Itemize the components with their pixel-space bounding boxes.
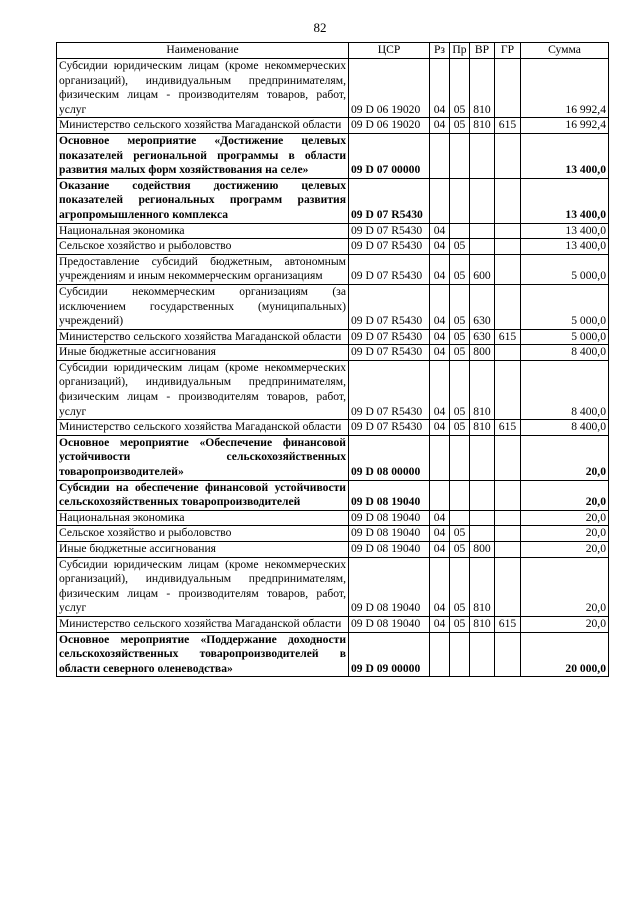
cell-pr: 05 xyxy=(450,329,470,345)
cell-name: Министерство сельского хозяйства Магаданской области xyxy=(57,616,349,632)
cell-rz: 04 xyxy=(430,254,450,284)
cell-pr: 05 xyxy=(450,360,470,419)
cell-gr xyxy=(495,239,521,255)
cell-pr xyxy=(450,223,470,239)
cell-name: Основное мероприятие «Поддержание доходности сельскохозяйственных товаропроизводителей в области северного оленеводства» xyxy=(57,632,349,677)
cell-vr xyxy=(470,178,495,223)
cell-sum: 5 000,0 xyxy=(521,254,609,284)
cell-csr: 09 D 09 00000 xyxy=(349,632,430,677)
cell-csr: 09 D 07 R5430 xyxy=(349,360,430,419)
table-row xyxy=(57,616,609,632)
cell-vr xyxy=(470,510,495,526)
cell-pr: 05 xyxy=(450,345,470,361)
header-csr: ЦСР xyxy=(349,43,430,59)
table-row xyxy=(57,239,609,255)
cell-sum: 20,0 xyxy=(521,435,609,480)
cell-name: Иные бюджетные ассигнования xyxy=(57,345,349,361)
table-row xyxy=(57,435,609,480)
cell-pr xyxy=(450,133,470,178)
cell-csr: 09 D 08 19040 xyxy=(349,510,430,526)
cell-vr xyxy=(470,480,495,510)
cell-sum: 20,0 xyxy=(521,542,609,558)
cell-sum: 16 992,4 xyxy=(521,59,609,118)
cell-csr: 09 D 07 R5430 xyxy=(349,284,430,329)
cell-sum: 8 400,0 xyxy=(521,345,609,361)
cell-sum: 5 000,0 xyxy=(521,329,609,345)
page-number: 82 xyxy=(313,20,327,35)
cell-gr xyxy=(495,526,521,542)
budget-table xyxy=(56,42,609,677)
cell-vr: 810 xyxy=(470,557,495,616)
cell-pr: 05 xyxy=(450,59,470,118)
cell-rz xyxy=(430,480,450,510)
cell-name: Субсидии юридическим лицам (кроме некоммерческих организаций), индивидуальным предпринимателям, физическим лицам - производителям товаров, работ, услуг xyxy=(57,557,349,616)
cell-csr: 09 D 08 19040 xyxy=(349,542,430,558)
cell-rz: 04 xyxy=(430,360,450,419)
cell-vr: 810 xyxy=(470,360,495,419)
cell-sum: 8 400,0 xyxy=(521,420,609,436)
table-row xyxy=(57,480,609,510)
cell-pr xyxy=(450,435,470,480)
cell-pr: 05 xyxy=(450,616,470,632)
cell-rz: 04 xyxy=(430,420,450,436)
cell-rz: 04 xyxy=(430,239,450,255)
cell-name: Субсидии некоммерческим организациям (за исключением государственных (муниципальных) учреждений) xyxy=(57,284,349,329)
table-row xyxy=(57,133,609,178)
cell-pr: 05 xyxy=(450,118,470,134)
header-vr: ВР xyxy=(470,43,495,59)
cell-csr: 09 D 08 19040 xyxy=(349,557,430,616)
cell-gr xyxy=(495,510,521,526)
cell-vr: 630 xyxy=(470,329,495,345)
cell-vr xyxy=(470,133,495,178)
table-row xyxy=(57,329,609,345)
cell-csr: 09 D 07 R5430 xyxy=(349,239,430,255)
cell-gr: 615 xyxy=(495,420,521,436)
cell-sum: 20,0 xyxy=(521,510,609,526)
cell-gr xyxy=(495,284,521,329)
cell-gr xyxy=(495,557,521,616)
cell-gr xyxy=(495,480,521,510)
cell-sum: 13 400,0 xyxy=(521,178,609,223)
cell-vr: 630 xyxy=(470,284,495,329)
table-row xyxy=(57,542,609,558)
cell-name: Оказание содействия достижению целевых показателей региональных программ развития агропромышленного комплекса xyxy=(57,178,349,223)
table-row xyxy=(57,59,609,118)
cell-rz: 04 xyxy=(430,329,450,345)
cell-csr: 09 D 07 R5430 xyxy=(349,345,430,361)
cell-rz: 04 xyxy=(430,345,450,361)
cell-csr: 09 D 07 00000 xyxy=(349,133,430,178)
cell-rz xyxy=(430,632,450,677)
header-pr: Пр xyxy=(450,43,470,59)
cell-gr: 615 xyxy=(495,616,521,632)
cell-name: Национальная экономика xyxy=(57,223,349,239)
cell-pr: 05 xyxy=(450,239,470,255)
header-sum: Сумма xyxy=(521,43,609,59)
cell-sum: 20 000,0 xyxy=(521,632,609,677)
cell-pr: 05 xyxy=(450,420,470,436)
cell-vr xyxy=(470,239,495,255)
cell-csr: 09 D 07 R5430 xyxy=(349,178,430,223)
cell-gr xyxy=(495,59,521,118)
cell-vr xyxy=(470,223,495,239)
cell-rz xyxy=(430,435,450,480)
cell-name: Иные бюджетные ассигнования xyxy=(57,542,349,558)
cell-pr: 05 xyxy=(450,526,470,542)
cell-vr: 810 xyxy=(470,420,495,436)
table-row xyxy=(57,118,609,134)
cell-name: Сельское хозяйство и рыболовство xyxy=(57,239,349,255)
cell-name: Субсидии на обеспечение финансовой устойчивости сельскохозяйственных товаропроизводителей xyxy=(57,480,349,510)
cell-csr: 09 D 07 R5430 xyxy=(349,223,430,239)
cell-vr xyxy=(470,435,495,480)
cell-gr: 615 xyxy=(495,329,521,345)
cell-csr: 09 D 08 00000 xyxy=(349,435,430,480)
cell-vr: 600 xyxy=(470,254,495,284)
table-row xyxy=(57,223,609,239)
cell-pr xyxy=(450,632,470,677)
cell-rz: 04 xyxy=(430,510,450,526)
cell-name: Министерство сельского хозяйства Магаданской области xyxy=(57,329,349,345)
table-row xyxy=(57,345,609,361)
cell-vr: 800 xyxy=(470,345,495,361)
header-rz: Рз xyxy=(430,43,450,59)
cell-vr: 810 xyxy=(470,616,495,632)
cell-rz: 04 xyxy=(430,284,450,329)
cell-gr: 615 xyxy=(495,118,521,134)
cell-vr: 800 xyxy=(470,542,495,558)
cell-vr: 810 xyxy=(470,59,495,118)
cell-pr: 05 xyxy=(450,254,470,284)
cell-gr xyxy=(495,178,521,223)
table-row xyxy=(57,360,609,419)
cell-sum: 13 400,0 xyxy=(521,133,609,178)
cell-rz xyxy=(430,178,450,223)
cell-csr: 09 D 07 R5430 xyxy=(349,329,430,345)
cell-name: Субсидии юридическим лицам (кроме некоммерческих организаций), индивидуальным предпринимателям, физическим лицам - производителям товаров, работ, услуг xyxy=(57,59,349,118)
cell-gr xyxy=(495,542,521,558)
cell-sum: 20,0 xyxy=(521,557,609,616)
cell-csr: 09 D 06 19020 xyxy=(349,118,430,134)
table-header-row xyxy=(57,43,609,59)
cell-sum: 8 400,0 xyxy=(521,360,609,419)
table-row xyxy=(57,557,609,616)
cell-sum: 13 400,0 xyxy=(521,223,609,239)
cell-name: Национальная экономика xyxy=(57,510,349,526)
cell-sum: 20,0 xyxy=(521,616,609,632)
cell-gr xyxy=(495,435,521,480)
cell-gr xyxy=(495,223,521,239)
cell-csr: 09 D 08 19040 xyxy=(349,480,430,510)
cell-gr xyxy=(495,632,521,677)
cell-vr: 810 xyxy=(470,118,495,134)
cell-gr xyxy=(495,254,521,284)
table-row xyxy=(57,284,609,329)
cell-sum: 20,0 xyxy=(521,526,609,542)
cell-pr xyxy=(450,510,470,526)
cell-vr xyxy=(470,526,495,542)
cell-sum: 16 992,4 xyxy=(521,118,609,134)
cell-name: Министерство сельского хозяйства Магаданской области xyxy=(57,118,349,134)
cell-rz xyxy=(430,133,450,178)
cell-rz: 04 xyxy=(430,616,450,632)
cell-csr: 09 D 07 R5430 xyxy=(349,254,430,284)
cell-csr: 09 D 07 R5430 xyxy=(349,420,430,436)
table-row xyxy=(57,254,609,284)
cell-pr xyxy=(450,480,470,510)
cell-sum: 13 400,0 xyxy=(521,239,609,255)
cell-gr xyxy=(495,360,521,419)
cell-csr: 09 D 08 19040 xyxy=(349,526,430,542)
cell-rz: 04 xyxy=(430,223,450,239)
header-gr: ГР xyxy=(495,43,521,59)
table-row xyxy=(57,510,609,526)
cell-name: Сельское хозяйство и рыболовство xyxy=(57,526,349,542)
cell-name: Предоставление субсидий бюджетным, автономным учреждениям и иным некоммерческим организациям xyxy=(57,254,349,284)
cell-gr xyxy=(495,133,521,178)
cell-rz: 04 xyxy=(430,557,450,616)
cell-rz: 04 xyxy=(430,118,450,134)
table-row xyxy=(57,632,609,677)
cell-name: Субсидии юридическим лицам (кроме некоммерческих организаций), индивидуальным предпринимателям, физическим лицам - производителям товаров, работ, услуг xyxy=(57,360,349,419)
cell-name: Основное мероприятие «Обеспечение финансовой устойчивости сельскохозяйственных товаропроизводителей» xyxy=(57,435,349,480)
cell-csr: 09 D 06 19020 xyxy=(349,59,430,118)
cell-rz: 04 xyxy=(430,59,450,118)
cell-name: Министерство сельского хозяйства Магаданской области xyxy=(57,420,349,436)
cell-sum: 20,0 xyxy=(521,480,609,510)
cell-csr: 09 D 08 19040 xyxy=(349,616,430,632)
cell-gr xyxy=(495,345,521,361)
table-row xyxy=(57,178,609,223)
cell-rz: 04 xyxy=(430,526,450,542)
cell-pr: 05 xyxy=(450,284,470,329)
table-body xyxy=(57,59,609,677)
cell-pr: 05 xyxy=(450,557,470,616)
table-row xyxy=(57,420,609,436)
cell-sum: 5 000,0 xyxy=(521,284,609,329)
cell-vr xyxy=(470,632,495,677)
cell-rz: 04 xyxy=(430,542,450,558)
cell-pr: 05 xyxy=(450,542,470,558)
table-row xyxy=(57,526,609,542)
header-name: Наименование xyxy=(57,43,349,59)
cell-pr xyxy=(450,178,470,223)
cell-name: Основное мероприятие «Достижение целевых показателей региональной программы в области развития малых форм хозяйствования на селе» xyxy=(57,133,349,178)
